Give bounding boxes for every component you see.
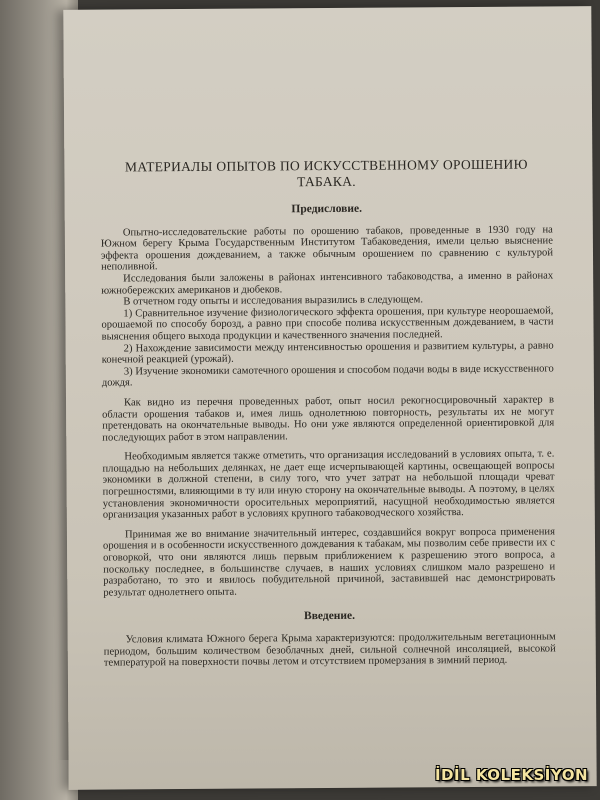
preface-paragraph: Опытно-исследовательские работы по орошению табаков, проведенные в 1930 году на Южном берегу Крыма Государственным Институтом Табаковедения, имели целью выяснение эффекта орошения дождеванием, а также обычным орошением по сравнению с культурой неполивной. bbox=[100, 224, 554, 273]
preface-heading: Предисловие. bbox=[291, 202, 363, 216]
page-content bbox=[100, 156, 556, 669]
preface-paragraph: Исследования были заложены в районах интенсивного табаководства, а именно в районах южнобережских американов и дюбеков. bbox=[101, 270, 554, 297]
preface-paragraph: Принимая же во внимание значительный интерес, создавшийся вокруг вопроса применения орошения и в особенности искусственного дождевания к табакам, мы позволим себе привести их с оговоркой, что они являются лишь первым приближением к разрешению этого вопроса, а поскольку последнее, в большинстве случаев, в наших условиях слишком мало разрешено и разработано, то это и явилось побудительной причиной, заставившей нас демонстрировать результат однолетнего опыта. bbox=[102, 526, 556, 599]
preface-paragraph: В отчетном году опыты и исследования выразились в следующем. bbox=[123, 294, 423, 308]
title-line-2: ТАБАКА. bbox=[296, 173, 356, 190]
document-page bbox=[63, 6, 596, 790]
preface-list-item: 1) Сравнительное изучение физиологического эффекта орошения, при культуре неорошаемой, орошаемой по способу борозд, а равно при способе полива искусственным дождеванием, в части выяснения общего выхода продукции и качественного значения последней. bbox=[101, 305, 554, 343]
introduction-paragraph: Условия климата Южного берега Крыма характеризуются: продолжительным вегетационным периодом, большим количеством безоблачных дней, сильной солнечной инсоляцией, высокой температурой на поверхности почвы летом и отсутствием промерзания в зимний период. bbox=[103, 631, 556, 669]
preface-list-item: 2) Нахождение зависимости между интенсивностью орошения и развитием культуры, а равно конечной реакцией (урожай). bbox=[101, 339, 554, 366]
document-title bbox=[100, 156, 552, 191]
title-line-1: МАТЕРИАЛЫ ОПЫТОВ ПО ИСКУССТВЕННОМУ ОРОШЕНИЮ bbox=[124, 156, 528, 175]
collection-watermark: İDİL KOLEKSİYON bbox=[434, 766, 588, 784]
preface-paragraph: Необходимым является также отметить, что организация исследований в условиях опыта, т. е. площадью на небольших делянках, не дает еще исчерпывающей картины, освещающей вопросы экономики в должной степени, в силу того, что учет затрат на небольшой площади чреват погрешностями, влияющими в ту или иную сторону на окончательные выводы. А поэтому, в целях установления экономичности оросительных мероприятий, насущной необходимостью является организация указанных работ в условиях крупного табаководческого хозяйства. bbox=[102, 448, 555, 521]
preface-list-item: 3) Изучение экономики самотечного орошения и способом подачи воды в виде искусственного дождя. bbox=[101, 363, 554, 389]
preface-paragraph: Как видно из перечня проведенных работ, опыт носил рекогносцировочный характер в области орошения табаков и, имея лишь однолетнюю повторность, результаты их не могут претендовать на окончательные выводы. Но они уже являются определенной ориентировкой для последующих работ в этом направлении. bbox=[102, 394, 555, 444]
introduction-heading: Введение. bbox=[303, 610, 356, 623]
